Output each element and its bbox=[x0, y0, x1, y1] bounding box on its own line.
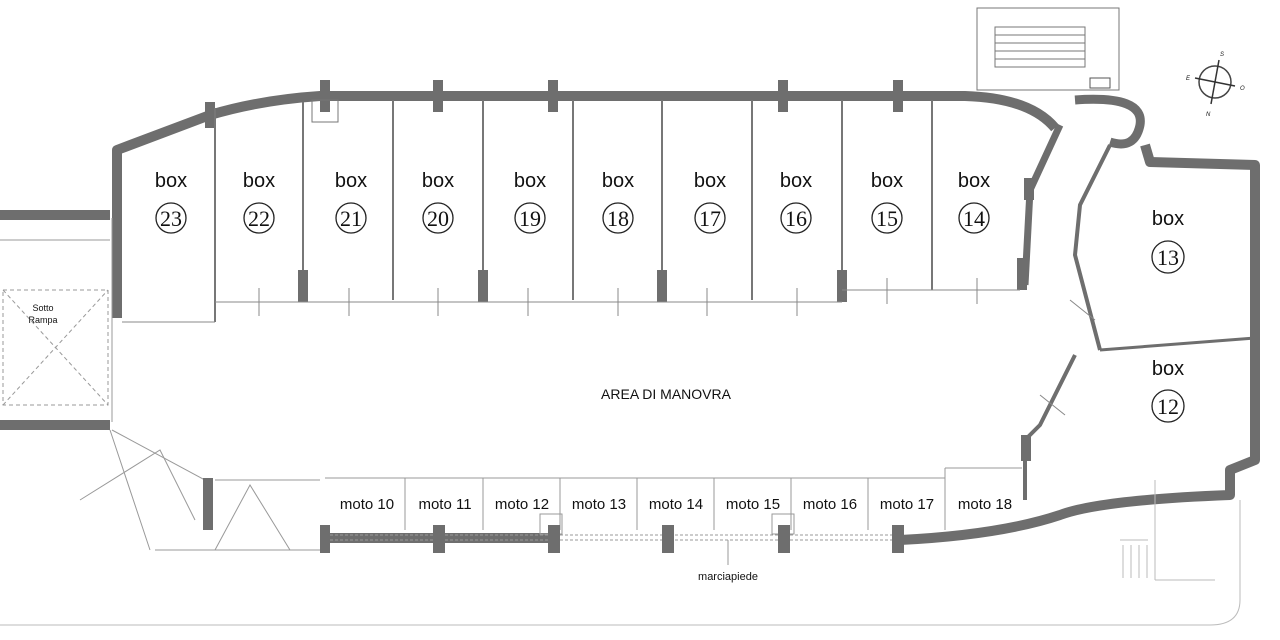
right-box-labels bbox=[1152, 208, 1184, 422]
box-number: 14 bbox=[963, 206, 985, 231]
moto-space-label[interactable]: moto 11 bbox=[418, 496, 472, 513]
box-12[interactable] bbox=[1152, 358, 1184, 422]
corridor-wall bbox=[1025, 125, 1060, 285]
box-15[interactable] bbox=[871, 170, 903, 233]
box-number: 20 bbox=[427, 206, 449, 231]
compass-o: O bbox=[1240, 86, 1245, 92]
compass-n: N bbox=[1206, 112, 1211, 118]
box-number: 19 bbox=[519, 206, 541, 231]
top-wall bbox=[210, 96, 1055, 128]
box-23[interactable] bbox=[155, 170, 187, 233]
box-number: 18 bbox=[607, 206, 629, 231]
compass-e: E bbox=[1186, 76, 1191, 82]
box-number: 12 bbox=[1157, 394, 1179, 419]
box-number: 15 bbox=[876, 206, 898, 231]
box-word: box bbox=[601, 170, 635, 192]
box13-left-wall bbox=[1075, 145, 1110, 350]
box-word: box bbox=[513, 170, 547, 192]
moto-space-label[interactable]: moto 13 bbox=[571, 496, 627, 513]
ramp-label-line2: Rampa bbox=[28, 315, 58, 325]
outer-walls bbox=[0, 96, 1255, 540]
box-number: 16 bbox=[785, 206, 807, 231]
ramp-label-line1: Sotto bbox=[32, 303, 54, 313]
moto-space-label[interactable]: moto 12 bbox=[494, 496, 550, 513]
box-number: 22 bbox=[248, 206, 270, 231]
partition-pillars bbox=[298, 178, 1034, 461]
box-21[interactable] bbox=[335, 170, 367, 233]
moto-space-label[interactable]: moto 17 bbox=[879, 496, 935, 513]
box-13[interactable] bbox=[1152, 208, 1184, 273]
box-14[interactable] bbox=[958, 170, 990, 233]
moto-space-label[interactable]: moto 15 bbox=[725, 496, 781, 513]
box-22[interactable] bbox=[243, 170, 275, 233]
box12-left-wall bbox=[1025, 355, 1075, 500]
box-16[interactable] bbox=[780, 170, 812, 233]
top-pillars bbox=[205, 80, 903, 128]
ramp-area bbox=[3, 290, 108, 405]
compass-s: S bbox=[1220, 52, 1225, 58]
moto-space-label[interactable]: moto 16 bbox=[802, 496, 858, 513]
box-word: box bbox=[957, 170, 991, 192]
box-number: 17 bbox=[699, 206, 721, 231]
moto-space-label[interactable]: moto 18 bbox=[957, 496, 1013, 513]
moto-space-label[interactable]: moto 14 bbox=[648, 496, 704, 513]
box-word: box bbox=[1151, 208, 1185, 230]
box-word: box bbox=[154, 170, 188, 192]
box-number: 21 bbox=[340, 206, 362, 231]
box-20[interactable] bbox=[422, 170, 454, 233]
box-word: box bbox=[1151, 358, 1185, 380]
box-17[interactable] bbox=[694, 170, 726, 233]
moto-labels bbox=[340, 496, 1012, 513]
box-number: 23 bbox=[160, 206, 182, 231]
entrance-gates bbox=[80, 430, 320, 550]
box-word: box bbox=[870, 170, 904, 192]
area-label: AREA DI MANOVRA bbox=[601, 386, 731, 402]
box-19[interactable] bbox=[514, 170, 546, 233]
box-divider-13-12 bbox=[1100, 338, 1255, 350]
stair-detail bbox=[1090, 78, 1110, 88]
box-word: box bbox=[421, 170, 455, 192]
box-18[interactable] bbox=[602, 170, 634, 233]
stair-curve-wall bbox=[1075, 99, 1140, 144]
stair-inner bbox=[995, 27, 1085, 67]
box-word: box bbox=[693, 170, 727, 192]
box-word: box bbox=[779, 170, 813, 192]
box-word: box bbox=[242, 170, 276, 192]
box-partitions bbox=[215, 100, 932, 322]
box-number: 13 bbox=[1157, 245, 1179, 270]
gate-pillar bbox=[203, 478, 213, 530]
sidewalk-label: marciapiede bbox=[698, 571, 758, 583]
moto-space-label[interactable]: moto 10 bbox=[339, 496, 395, 513]
box-word: box bbox=[334, 170, 368, 192]
compass-icon bbox=[1186, 52, 1245, 118]
